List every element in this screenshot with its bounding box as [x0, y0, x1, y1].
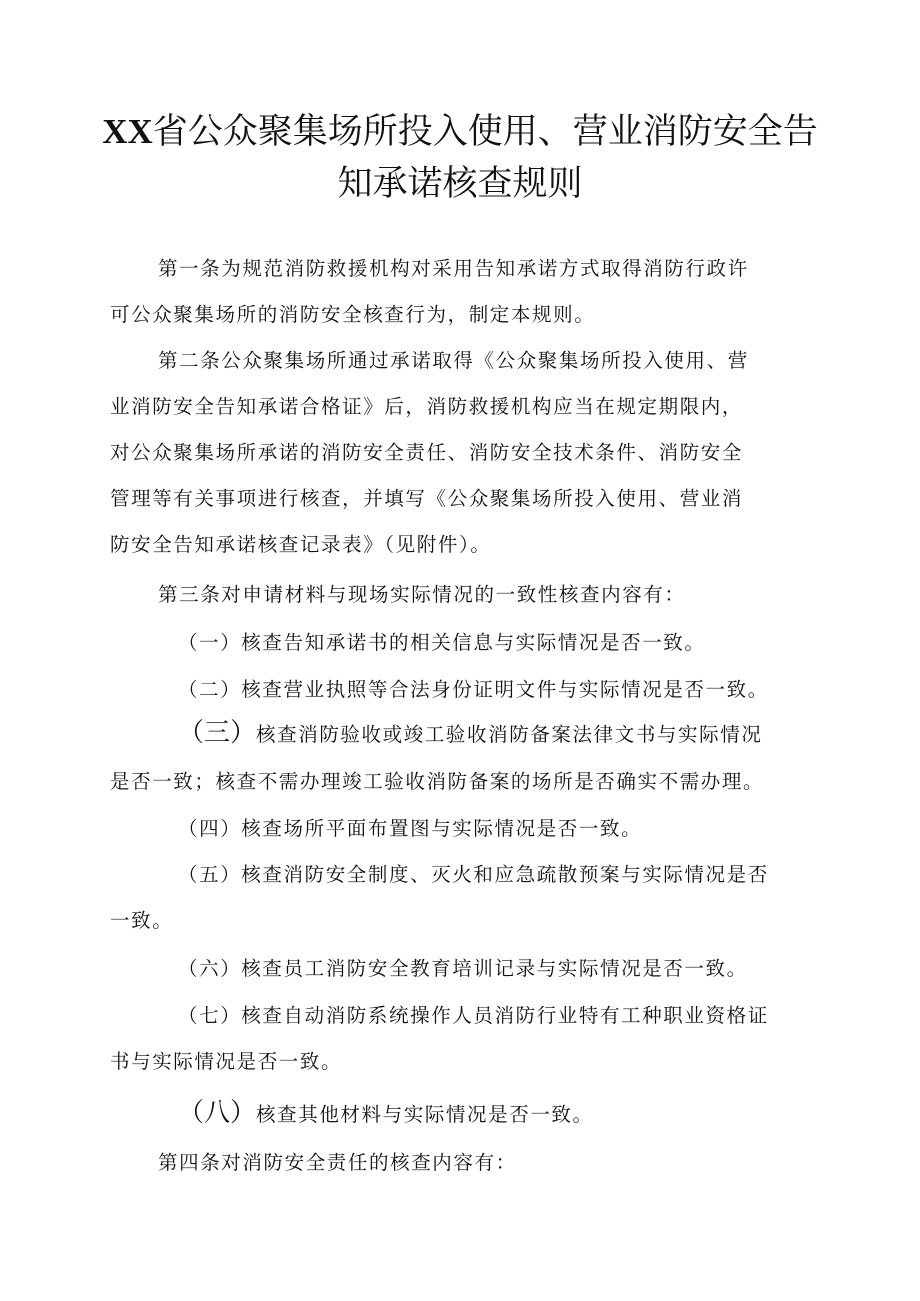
title-rest: 省公众聚集场所投入使用、营业消防安全告	[152, 112, 818, 152]
item-8-marker: （八）	[178, 1098, 257, 1128]
title-prefix: XX	[102, 112, 153, 151]
article-1-line-1: 第一条为规范消防救援机构对采用告知承诺方式取得消防行政许	[158, 257, 749, 280]
article-2-line-1: 第二条公众聚集场所通过承诺取得《公众聚集场所投入使用、营	[158, 349, 749, 372]
item-6: （六）核查员工消防安全教育培训记录与实际情况是否一致。	[178, 957, 748, 980]
document-title-line-1	[60, 108, 860, 156]
item-3-marker: （三）	[178, 718, 257, 748]
article-2-line-4: 管理等有关事项进行核查，并填写《公众聚集场所投入使用、营业消	[110, 487, 744, 510]
article-2-line-5: 防安全告知承诺核查记录表》（见附件）。	[110, 533, 492, 556]
article-1-line-2: 可公众聚集场所的消防安全核查行为，制定本规则。	[110, 303, 596, 326]
article-2-line-3: 对公众聚集场所承诺的消防安全责任、消防安全技术条件、消防安全	[110, 441, 744, 464]
item-7-line-1: （七）核查自动消防系统操作人员消防行业特有工种职业资格证	[178, 1004, 769, 1027]
article-4-intro: 第四条对消防安全责任的核查内容有：	[158, 1151, 517, 1174]
item-8	[178, 1090, 880, 1138]
item-1: （一）核查告知承诺书的相关信息与实际情况是否一致。	[178, 631, 706, 654]
item-4: （四）核查场所平面布置图与实际情况是否一致。	[178, 817, 643, 840]
article-3-intro: 第三条对申请材料与现场实际情况的一致性核查内容有：	[158, 583, 686, 606]
item-7-line-2: 书与实际情况是否一致。	[110, 1050, 343, 1073]
item-8-text: 核查其他材料与实际情况是否一致。	[256, 1103, 594, 1126]
item-3-text: 核查消防验收或竣工验收消防备案法律文书与实际情况	[256, 723, 763, 746]
item-3-line-1	[178, 710, 880, 758]
document-title-line-2: 知承诺核查规则	[337, 164, 583, 204]
item-5-line-1: （五）核查消防安全制度、灭火和应急疏散预案与实际情况是否	[178, 863, 769, 886]
item-5-line-2: 一致。	[110, 909, 174, 932]
item-3-line-2: 是否一致；核查不需办理竣工验收消防备案的场所是否确实不需办理。	[110, 770, 765, 793]
item-2: （二）核查营业执照等合法身份证明文件与实际情况是否一致。	[178, 678, 769, 701]
article-2-line-2: 业消防安全告知承诺合格证》后，消防救援机构应当在规定期限内，	[110, 395, 744, 418]
